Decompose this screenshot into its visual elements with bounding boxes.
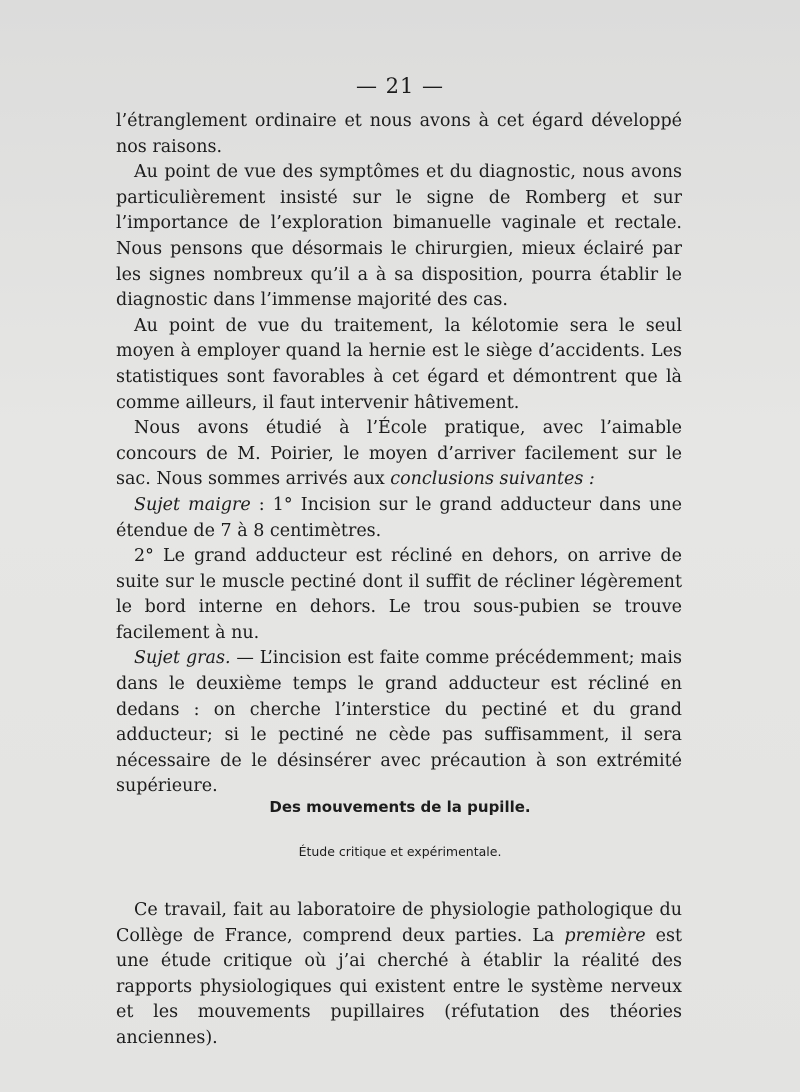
paragraph-text: : 1° Incision sur le grand adducteur dans une étendue de 7 à 8 centimètres. xyxy=(116,494,683,541)
section-subtitle: Étude critique et expérimentale. xyxy=(298,844,502,859)
paragraph-emphasis: première xyxy=(564,925,646,946)
paragraph xyxy=(116,646,682,800)
paragraph-emphasis: conclusions suivantes : xyxy=(390,469,595,490)
paragraph xyxy=(116,493,682,544)
paragraph-emphasis: Sujet maigre xyxy=(134,494,251,515)
paragraph xyxy=(116,416,682,493)
paragraph-text: est une étude critique où j’ai cherché à établir la réalité des rapports physiologiques qui existent entre le système nerveux et les mouvements pupillaires (réfutation des théories anciennes). xyxy=(116,925,682,1048)
paragraph: l’étranglement ordinaire et nous avons à cet égard développé nos raisons. xyxy=(116,111,682,157)
page-number: — 21 — xyxy=(355,74,445,98)
paragraph: Au point de vue du traitement, la kélotomie sera le seul moyen à employer quand la hernie est le siège d’accidents. Les statistiques sont favorables à cet égard et démontrent que là comme ailleurs, il faut intervenir hâtivement. xyxy=(116,315,682,413)
paragraph-emphasis: Sujet gras. xyxy=(134,648,231,669)
paragraph-text: Ce travail, fait au laboratoire de physiologie pathologique du Collège de France, comprend deux parties. La xyxy=(116,900,682,946)
paragraph: Au point de vue des symptômes et du diagnostic, nous avons particulièrement insisté sur le signe de Romberg et sur l’importance de l’exploration bimanuelle vaginale et rectale. Nous pensons que désormais le chirurgien, mieux éclairé par les signes nombreux qu’il a à sa disposition, pourra établir le diagnostic dans l’immense majorité des cas. xyxy=(116,162,682,311)
paragraph xyxy=(116,898,682,1052)
section-text-block xyxy=(116,898,682,1052)
paragraph-text: Nous avons étudié à l’École pratique, avec l’aimable concours de M. Poirier, le moyen d’arriver facilement sur le sac. Nous sommes arrivés aux xyxy=(116,418,682,490)
paragraph: 2° Le grand adducteur est récliné en dehors, on arrive de suite sur le muscle pectiné dont il suffit de récliner légèrement le bord interne en dehors. Le trou sous-pubien se trouve facilement à nu. xyxy=(116,546,682,643)
main-text-block xyxy=(116,109,682,800)
paragraph-text: — L’incision est faite comme précédemment; mais dans le deuxième temps le grand adducteur est récliné en dedans : on cherche l’interstice du pectiné et du grand adducteur; si le pectiné ne cède pas suffisamment, il sera nécessaire de le désinsérer avec précaution à son extrémité supérieure. xyxy=(116,648,683,797)
section-title: Des mouvements de la pupille. xyxy=(269,798,531,816)
